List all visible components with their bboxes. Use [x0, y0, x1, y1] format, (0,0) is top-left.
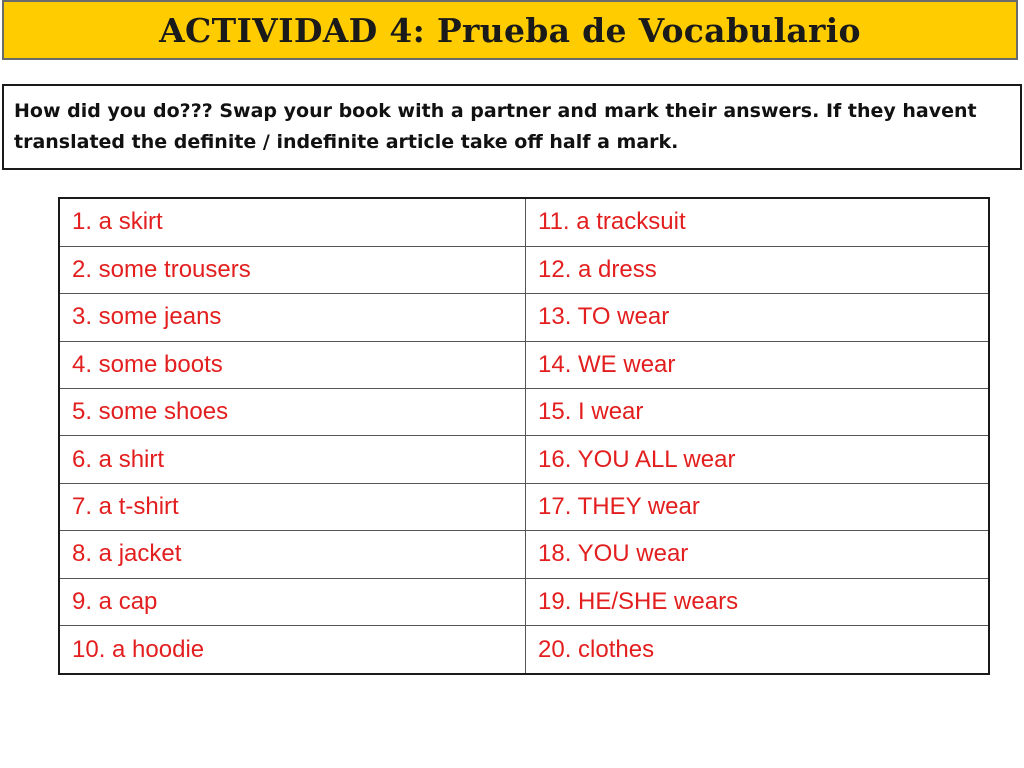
- table-row: [59, 483, 989, 530]
- answer-cell: 12. a dress: [526, 246, 990, 293]
- answer-cell: 3. some jeans: [59, 294, 526, 341]
- table-row: [59, 531, 989, 578]
- answer-cell: 11. a tracksuit: [526, 198, 990, 246]
- answer-cell: 13. TO wear: [526, 294, 990, 341]
- answer-cell: 9. a cap: [59, 578, 526, 625]
- table-row: [59, 578, 989, 625]
- table-row: [59, 626, 989, 674]
- table-row: [59, 246, 989, 293]
- table-row: [59, 198, 989, 246]
- table-row: [59, 341, 989, 388]
- answer-cell: 14. WE wear: [526, 341, 990, 388]
- instructions-box: How did you do??? Swap your book with a partner and mark their answers. If they havent translated the definite / indefinite article take off half a mark.: [2, 84, 1022, 170]
- answer-cell: 1. a skirt: [59, 198, 526, 246]
- title-banner: [2, 0, 1018, 60]
- answer-cell: 16. YOU ALL wear: [526, 436, 990, 483]
- answer-cell: 10. a hoodie: [59, 626, 526, 674]
- answer-cell: 17. THEY wear: [526, 483, 990, 530]
- answer-cell: 4. some boots: [59, 341, 526, 388]
- answer-cell: 20. clothes: [526, 626, 990, 674]
- answer-cell: 6. a shirt: [59, 436, 526, 483]
- answer-cell: 8. a jacket: [59, 531, 526, 578]
- table-row: [59, 436, 989, 483]
- vocabulary-table: [58, 197, 990, 675]
- answer-cell: 2. some trousers: [59, 246, 526, 293]
- answer-cell: 15. I wear: [526, 389, 990, 436]
- table-row: [59, 294, 989, 341]
- answer-cell: 18. YOU wear: [526, 531, 990, 578]
- answer-cell: 7. a t-shirt: [59, 483, 526, 530]
- answer-cell: 5. some shoes: [59, 389, 526, 436]
- answer-cell: 19. HE/SHE wears: [526, 578, 990, 625]
- table-row: [59, 389, 989, 436]
- page-title: ACTIVIDAD 4: Prueba de Vocabulario: [159, 10, 861, 50]
